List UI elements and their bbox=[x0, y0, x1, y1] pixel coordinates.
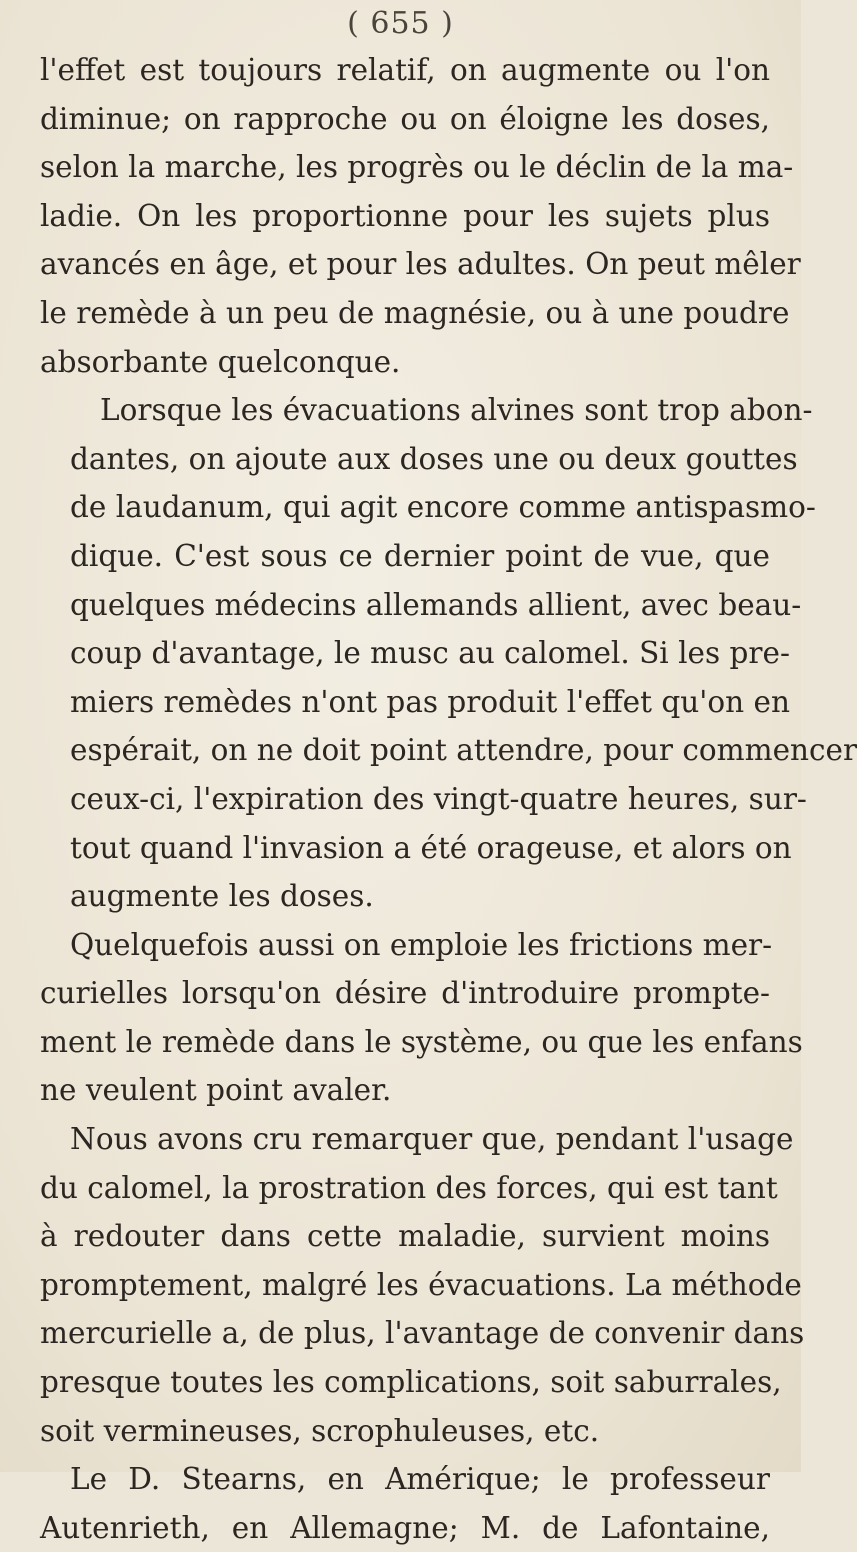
paragraph-2 bbox=[40, 386, 857, 921]
text-line: ceux-ci, l'expiration des vingt-quatre heures, sur- bbox=[70, 781, 807, 816]
text-line: le remède à un peu de magnésie, ou à une poudre bbox=[40, 295, 790, 330]
text-line: mercurielle a, de plus, l'avantage de convenir dans bbox=[40, 1316, 805, 1351]
text-line: tout quand l'invasion a été orageuse, et alors on bbox=[70, 830, 792, 865]
text-line: curielles lorsqu'on désire d'introduire prompte- bbox=[40, 976, 770, 1011]
text-line: espérait, on ne doit point attendre, pour commencer bbox=[70, 733, 857, 768]
text-line: absorbante quelconque. bbox=[40, 344, 401, 379]
text-line: avancés en âge, et pour les adultes. On peut mêler bbox=[40, 247, 801, 282]
text-line: Nous avons cru remarquer que, pendant l'usage bbox=[70, 1122, 794, 1157]
text-line: augmente les doses. bbox=[70, 879, 374, 914]
text-line: presque toutes les complications, soit saburrales, bbox=[40, 1365, 782, 1400]
text-line: ladie. On les proportionne pour les sujets plus bbox=[40, 198, 770, 233]
text-line: dantes, on ajoute aux doses une ou deux gouttes bbox=[70, 441, 798, 476]
text-line: quelques médecins allemands allient, avec beau- bbox=[70, 587, 802, 622]
text-line: de laudanum, qui agit encore comme antispasmo- bbox=[70, 490, 816, 525]
text-line: soit vermineuses, scrophuleuses, etc. bbox=[40, 1413, 600, 1448]
text-line: dique. C'est sous ce dernier point de vue, que bbox=[70, 538, 770, 573]
text-line: ne veulent point avaler. bbox=[40, 1073, 392, 1108]
page-body-text bbox=[40, 46, 857, 1552]
text-line: diminue; on rapproche ou on éloigne les doses, bbox=[40, 101, 770, 136]
text-line: du calomel, la prostration des forces, qui est tant bbox=[40, 1170, 778, 1205]
text-line: Lorsque les évacuations alvines sont trop abon- bbox=[100, 393, 813, 428]
text-line: Quelquefois aussi on emploie les frictions mer- bbox=[70, 927, 773, 962]
text-line: l'effet est toujours relatif, on augmente ou l'on bbox=[40, 53, 770, 87]
text-line: ment le remède dans le système, ou que les enfans bbox=[40, 1024, 803, 1059]
page-number: ( 655 ) bbox=[347, 6, 454, 41]
paragraph-3 bbox=[40, 921, 803, 1115]
text-line: à redouter dans cette maladie, survient moins bbox=[40, 1219, 770, 1254]
text-line: Autenrieth, en Allemagne; M. de Lafontaine, bbox=[40, 1510, 770, 1545]
text-line: selon la marche, les progrès ou le déclin de la ma- bbox=[40, 150, 794, 185]
text-line: miers remèdes n'ont pas produit l'effet qu'on en bbox=[70, 684, 790, 719]
text-line: coup d'avantage, le musc au calomel. Si les pre- bbox=[70, 636, 790, 671]
paragraph-5 bbox=[40, 1455, 770, 1552]
text-line: promptement, malgré les évacuations. La méthode bbox=[40, 1267, 802, 1302]
paragraph-4 bbox=[40, 1115, 805, 1455]
paragraph-1 bbox=[40, 46, 801, 386]
text-line: Le D. Stearns, en Amérique; le professeur bbox=[70, 1462, 770, 1497]
